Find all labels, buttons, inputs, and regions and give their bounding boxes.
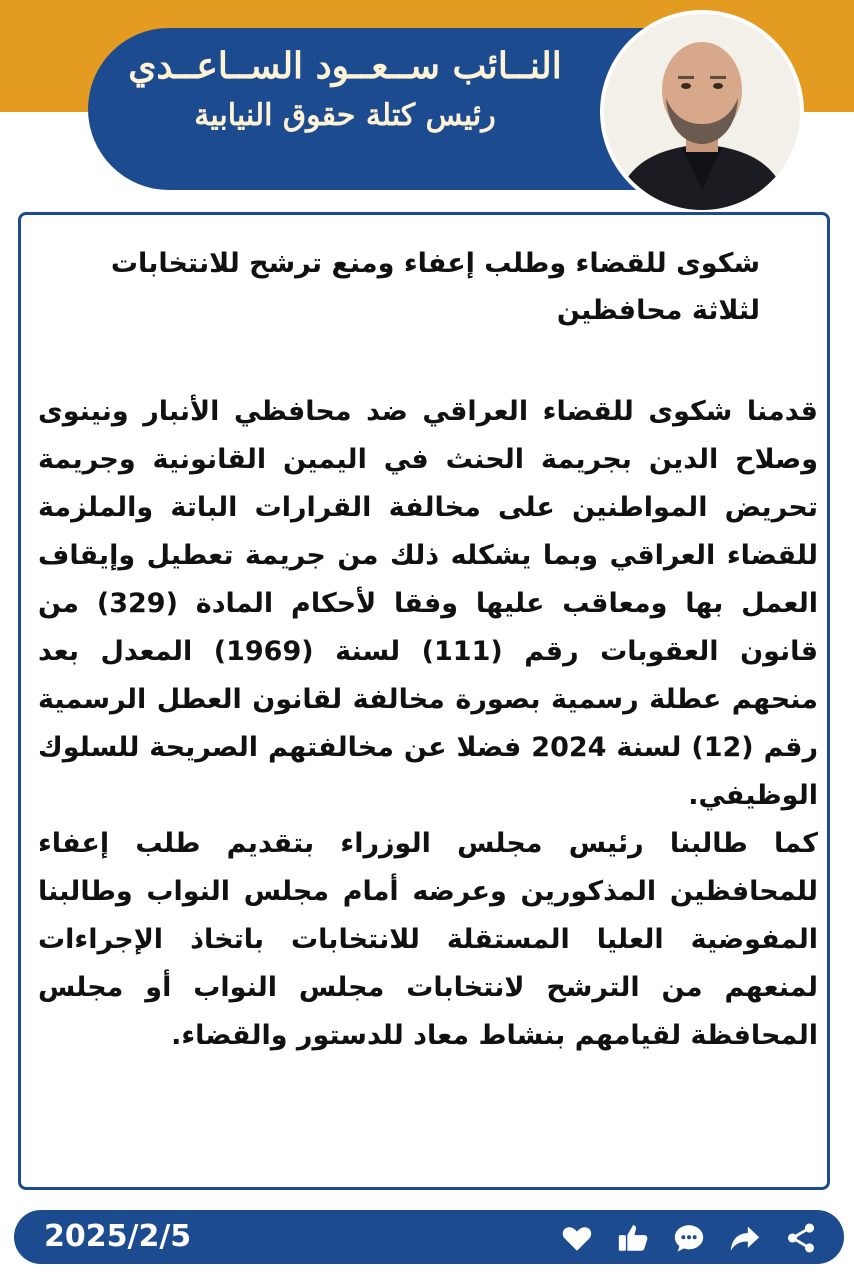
header-text-block	[120, 40, 570, 140]
header-name: النــائب ســعــود الســاعــدي	[128, 45, 562, 87]
like-icon[interactable]	[616, 1221, 650, 1255]
heart-icon[interactable]	[560, 1221, 594, 1255]
post-date: 2025/2/5	[44, 1219, 192, 1254]
portrait-photo	[604, 14, 800, 210]
header-role: رئيس كتلة حقوق النيابية	[194, 98, 496, 133]
footer-icons	[560, 1216, 818, 1260]
article-title: شكوى للقضاء وطلب إعفاء ومنع ترشح للانتخابات لثلاثة محافظين	[110, 248, 760, 326]
article-body	[38, 388, 818, 1060]
forward-icon[interactable]	[728, 1221, 762, 1255]
comment-icon[interactable]	[672, 1221, 706, 1255]
article-paragraph-2: كما طالبنا رئيس مجلس الوزراء بتقديم طلب إعفاء للمحافظين المذكورين وعرضه أمام مجلس النواب وطالبنا المفوضية العليا المستقلة للانتخابات باتخاذ الإجراءات لمنعهم من الترشح لانتخابات مجلس النواب أو مجلس المحافظة لقيامهم بنشاط معاد للدستور والقضاء.	[38, 828, 818, 1051]
share-icon[interactable]	[784, 1221, 818, 1255]
article-paragraph-1: قدمنا شكوى للقضاء العراقي ضد محافظي الأنبار ونينوى وصلاح الدين بجريمة الحنث في اليمين القانونية وجريمة تحريض المواطنين على مخالفة القرارات الباتة والملزمة للقضاء العراقي وبما يشكله ذلك من جريمة تعطيل وإيقاف العمل بها ومعاقب عليها وفقا لأحكام المادة (329) من قانون العقوبات رقم (111) لسنة (1969) المعدل بعد منحهم عطلة رسمية بصورة مخالفة لقانون العطل الرسمية رقم (12) لسنة 2024 فضلا عن مخالفتهم الصريحة للسلوك الوظيفي.	[38, 396, 818, 811]
